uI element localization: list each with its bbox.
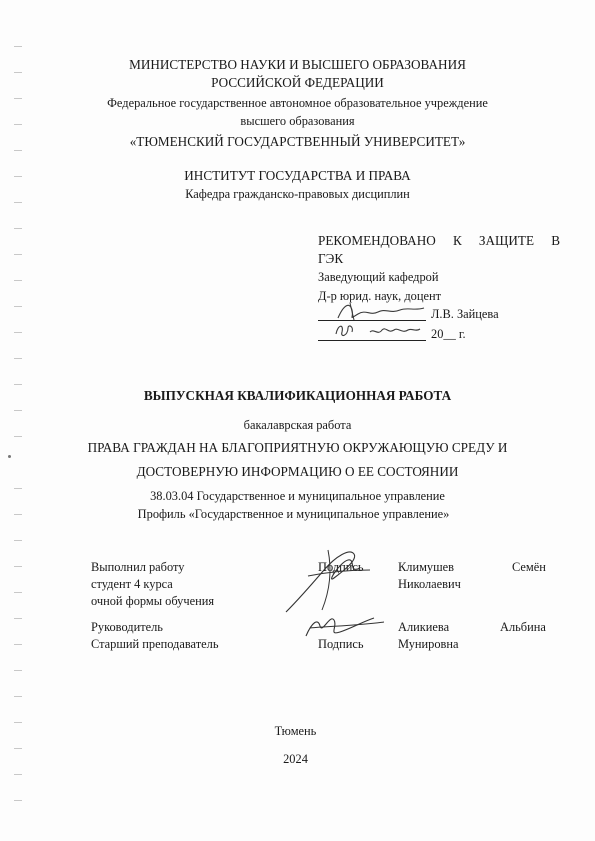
scan-mark: [14, 228, 22, 229]
approval-year: 20__ г.: [431, 327, 466, 341]
approval-degree: Д-р юрид. наук, доцент: [318, 289, 442, 303]
author-patronymic: Николаевич: [398, 577, 461, 591]
scan-mark: [14, 800, 22, 801]
advisor-sign-label: Подпись: [318, 637, 364, 651]
scan-mark: [14, 46, 22, 47]
federation-line: РОССИЙСКОЙ ФЕДЕРАЦИИ: [211, 75, 384, 90]
scan-mark: [14, 202, 22, 203]
scan-mark: [14, 384, 22, 385]
scan-mark: [14, 254, 22, 255]
author-name: Семён: [512, 560, 546, 574]
approval-recommend: РЕКОМЕНДОВАНО К ЗАЩИТЕ В: [318, 233, 560, 248]
handwritten-date: [330, 318, 430, 342]
scan-mark: [14, 748, 22, 749]
author-label-2: студент 4 курса: [91, 577, 173, 591]
scan-mark: [14, 436, 22, 437]
scan-mark: [14, 358, 22, 359]
work-level: бакалаврская работа: [243, 418, 352, 432]
advisor-label-1: Руководитель: [91, 620, 163, 634]
specialty: 38.03.04 Государственное и муниципальное управление: [150, 489, 445, 503]
advisor-surname: Аликиева: [398, 620, 450, 634]
approval-head-title: Заведующий кафедрой: [318, 270, 439, 284]
scan-mark: [14, 774, 22, 775]
scan-mark: [14, 332, 22, 333]
scan-mark: [14, 670, 22, 671]
scan-mark: [14, 306, 22, 307]
profile: Профиль «Государственное и муниципальное управление»: [137, 507, 450, 521]
scan-mark: [14, 644, 22, 645]
advisor-patronymic: Мунировна: [398, 637, 459, 651]
scan-mark: [14, 410, 22, 411]
advisor-label-2: Старший преподаватель: [91, 637, 219, 651]
scan-mark: [14, 618, 22, 619]
advisor-signature: [300, 608, 390, 644]
department-name: Кафедра гражданско-правовых дисциплин: [185, 187, 410, 201]
scan-mark: [14, 722, 22, 723]
author-sign-label: Подпись: [318, 560, 364, 574]
work-type: ВЫПУСКНАЯ КВАЛИФИКАЦИОННАЯ РАБОТА: [143, 388, 452, 403]
institute-name: ИНСТИТУТ ГОСУДАРСТВА И ПРАВА: [184, 168, 411, 183]
approval-head-name: Л.В. Зайцева: [431, 307, 499, 321]
author-label-1: Выполнил работу: [91, 560, 185, 574]
work-title-line-1: ПРАВА ГРАЖДАН НА БЛАГОПРИЯТНУЮ ОКРУЖАЮЩУЮ СРЕДУ И: [87, 440, 508, 455]
approval-commission: ГЭК: [318, 251, 344, 266]
author-surname: Климушев: [398, 560, 455, 574]
advisor-name: Альбина: [500, 620, 546, 634]
year: 2024: [283, 752, 308, 766]
ministry-line: МИНИСТЕРСТВО НАУКИ И ВЫСШЕГО ОБРАЗОВАНИЯ: [129, 57, 466, 72]
university-name: «ТЮМЕНСКИЙ ГОСУДАРСТВЕННЫЙ УНИВЕРСИТЕТ»: [129, 134, 466, 149]
institution-line-2: высшего образования: [240, 114, 355, 128]
scan-mark: [14, 280, 22, 281]
work-title-line-2: ДОСТОВЕРНУЮ ИНФОРМАЦИЮ О ЕЕ СОСТОЯНИИ: [136, 464, 459, 479]
scan-mark: [14, 540, 22, 541]
scan-mark: [14, 696, 22, 697]
city: Тюмень: [274, 724, 317, 738]
institution-line-1: Федеральное государственное автономное образовательное учреждение: [107, 96, 488, 110]
scan-mark: [14, 566, 22, 567]
author-label-3: очной формы обучения: [91, 594, 215, 608]
scan-mark: [14, 150, 22, 151]
scan-mark: [14, 592, 22, 593]
